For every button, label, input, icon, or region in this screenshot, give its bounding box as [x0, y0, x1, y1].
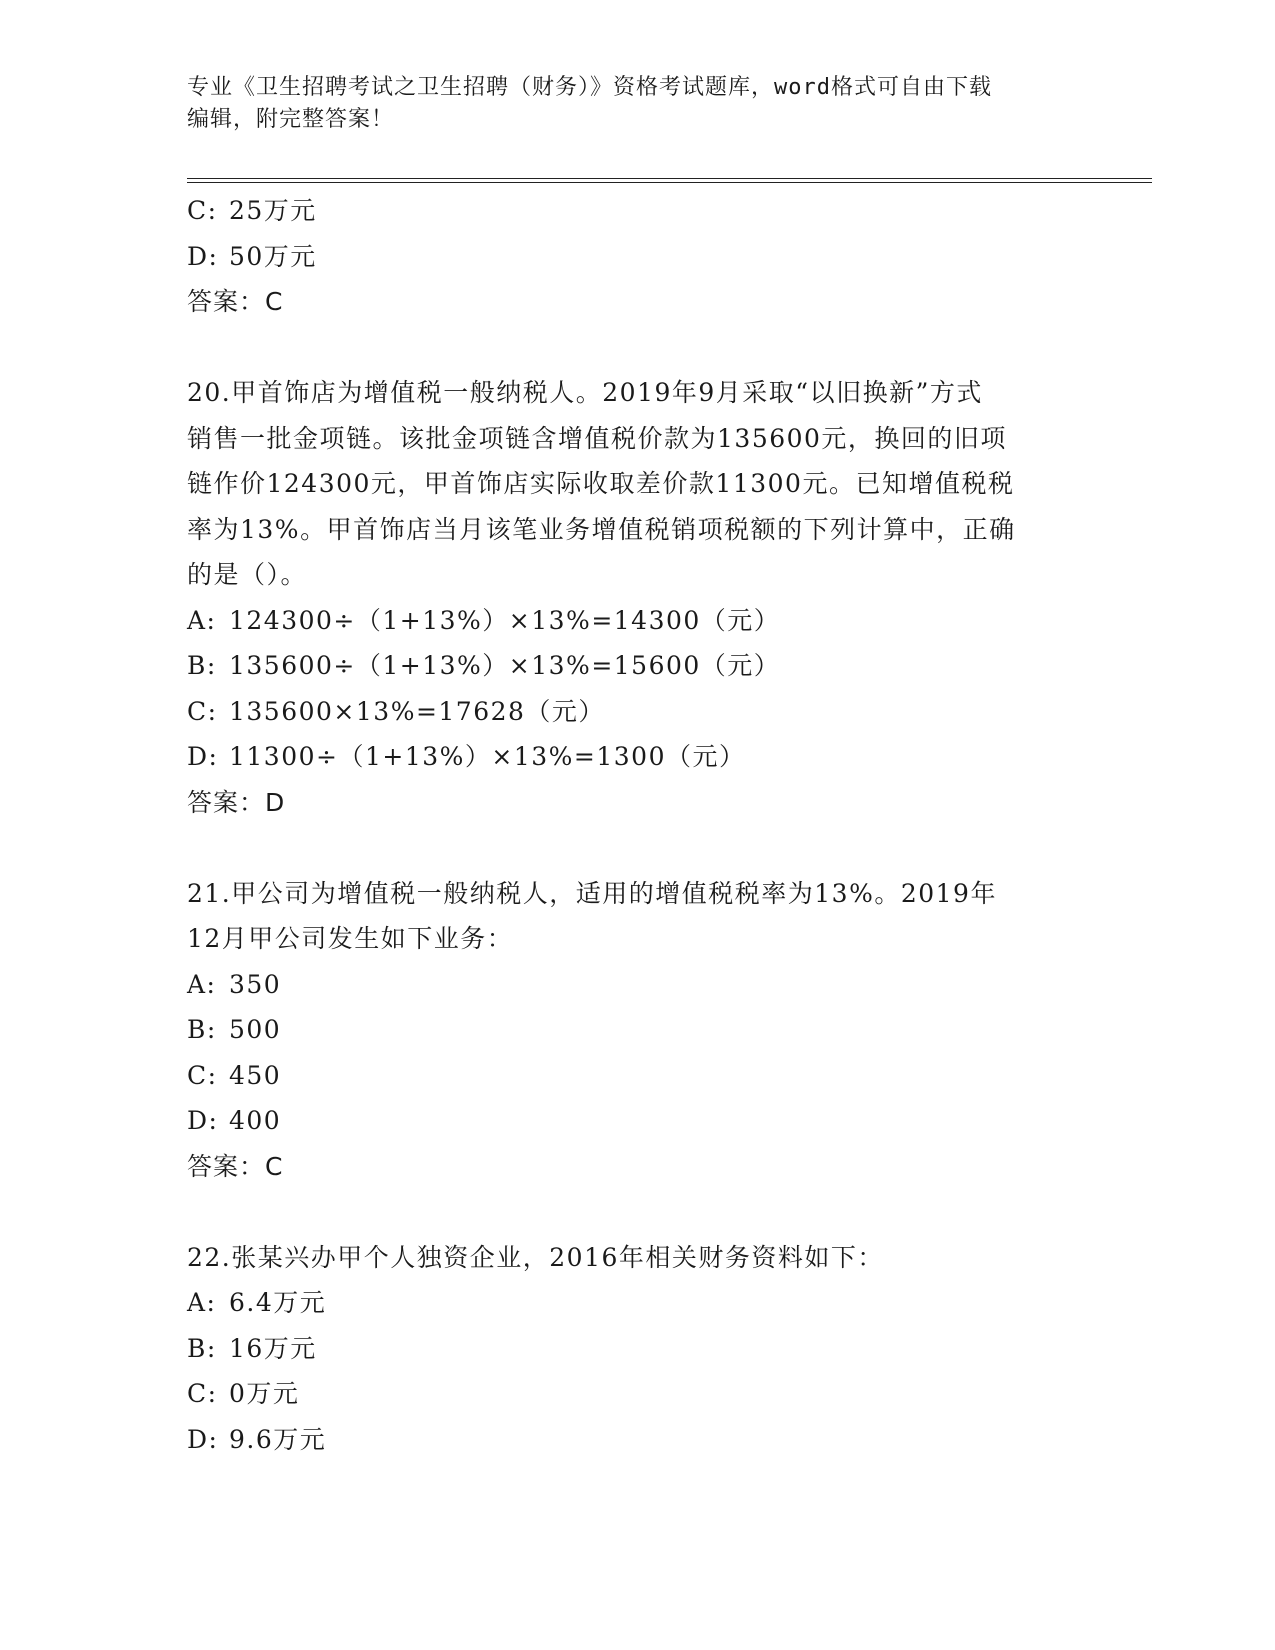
option-label: C: [187, 696, 218, 726]
option-text: 124300÷（1+13%）×13%=14300（元） [229, 605, 781, 635]
question-line: 21.甲公司为增值税一般纳税人，适用的增值税税率为13%。2019年 [187, 878, 997, 908]
option-a [187, 1280, 1087, 1326]
option-text: 400 [229, 1106, 282, 1135]
header-line-1: 专业《卫生招聘考试之卫生招聘（财务）》资格考试题库，word格式可自由下载 [187, 75, 992, 100]
option-text: 25万元 [229, 196, 317, 225]
header-divider-bottom [187, 182, 1152, 183]
answer-line: 答案：C [187, 287, 284, 316]
option-label: B: [187, 651, 217, 680]
spacer [187, 825, 1087, 871]
option-label: B: [187, 1015, 217, 1044]
header-line-2: 编辑，附完整答案！ [187, 107, 395, 132]
document-header [187, 72, 1067, 136]
question-line: 22.张某兴办甲个人独资企业，2016年相关财务资料如下： [187, 1242, 884, 1272]
spacer [187, 325, 1087, 371]
option-text: 9.6万元 [229, 1424, 327, 1454]
question-text [187, 871, 1087, 962]
option-text: 135600×13%=17628（元） [229, 696, 605, 726]
question-22 [187, 1235, 1087, 1463]
option-d [187, 1098, 1087, 1144]
option-text: 0万元 [229, 1379, 300, 1408]
option-label: C: [187, 196, 218, 225]
option-text: 350 [229, 969, 282, 999]
question-line: 20.甲首饰店为增值税一般纳税人。2019年9月采取“以旧换新”方式 [187, 378, 983, 407]
option-label: C: [187, 1060, 218, 1090]
option-b [187, 1007, 1087, 1053]
option-label: D: [187, 241, 219, 271]
answer-line: 答案：C [187, 1151, 284, 1181]
option-b [187, 1326, 1087, 1372]
option-c [187, 1371, 1087, 1417]
question-line: 销售一批金项链。该批金项链含增值税价款为135600元，换回的旧项 [187, 423, 1007, 453]
document-body [187, 188, 1087, 1462]
header-divider-top [187, 178, 1152, 179]
option-label: C: [187, 1379, 218, 1408]
option-label: A: [187, 605, 217, 635]
prev-question [187, 188, 1087, 325]
option-c [187, 689, 1087, 735]
option-label: D: [187, 1424, 219, 1454]
question-line: 率为13%。甲首饰店当月该笔业务增值税销项税额的下列计算中，正确 [187, 514, 1016, 544]
option-b [187, 643, 1087, 689]
spacer [187, 1189, 1087, 1235]
option-label: D: [187, 742, 219, 771]
option-text: 50万元 [229, 241, 317, 271]
question-line: 的是（）。 [187, 560, 308, 589]
option-c [187, 188, 1087, 234]
option-a [187, 962, 1087, 1008]
option-c [187, 1053, 1087, 1099]
question-text [187, 370, 1087, 598]
option-label: A: [187, 1288, 217, 1317]
question-line: 链作价124300元，甲首饰店实际收取差价款11300元。已知增值税税 [187, 469, 1015, 498]
option-a [187, 598, 1087, 644]
question-21 [187, 871, 1087, 1190]
option-text: 6.4万元 [229, 1288, 327, 1317]
option-text: 450 [229, 1060, 282, 1090]
option-text: 11300÷（1+13%）×13%=1300（元） [229, 742, 746, 771]
option-d [187, 734, 1087, 780]
question-20 [187, 370, 1087, 825]
option-label: A: [187, 969, 217, 999]
answer-line: 答案：D [187, 787, 286, 817]
option-d [187, 234, 1087, 280]
option-label: B: [187, 1333, 217, 1363]
option-d [187, 1417, 1087, 1463]
option-text: 500 [229, 1015, 282, 1044]
option-text: 16万元 [229, 1333, 317, 1363]
option-label: D: [187, 1106, 219, 1135]
question-line: 12月甲公司发生如下业务： [187, 924, 514, 953]
option-text: 135600÷（1+13%）×13%=15600（元） [229, 651, 781, 680]
question-text [187, 1235, 1087, 1281]
